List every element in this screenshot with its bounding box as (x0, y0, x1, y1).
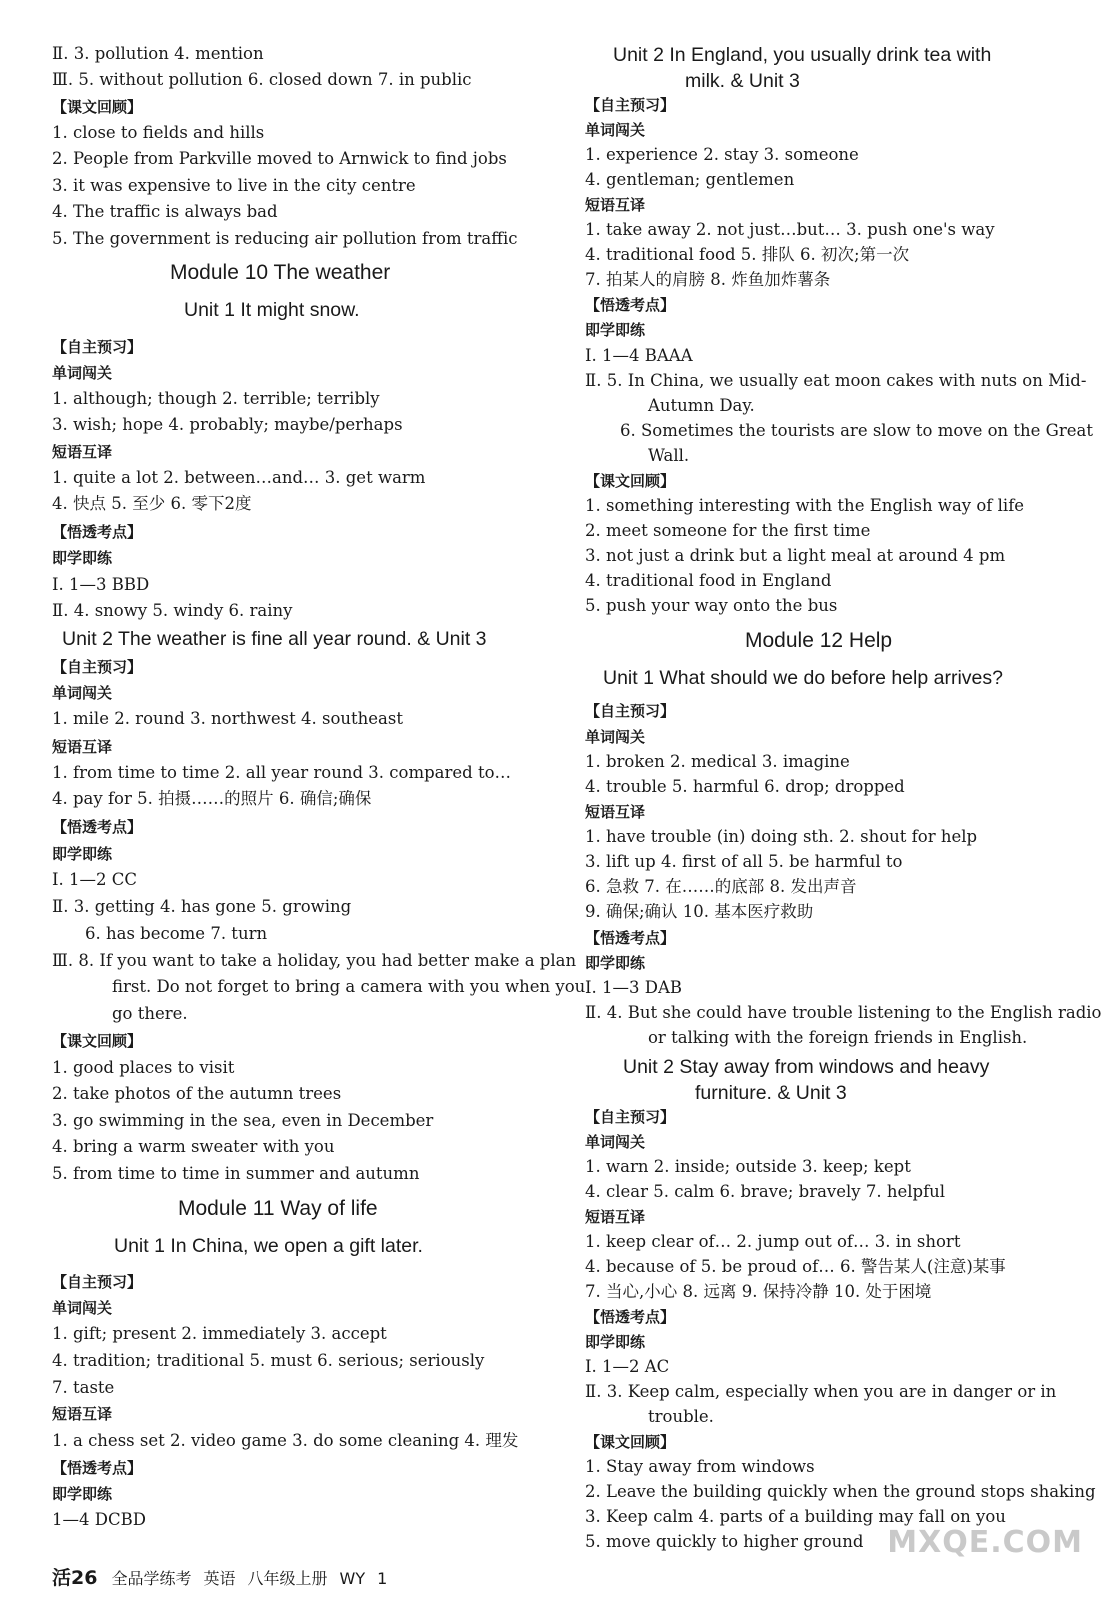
subsection-heading: 单词闯关 (52, 684, 113, 702)
section-heading: 【课文回顾】 (52, 1032, 143, 1050)
answer-line: Ⅰ. 1—4 BAAA (585, 346, 693, 365)
subsection-heading: 短语互译 (52, 738, 113, 756)
module-title: Module 10 The weather (170, 261, 391, 284)
answer-line: 5. push your way onto the bus (585, 596, 838, 615)
unit-title-cont: furniture. & Unit 3 (695, 1082, 847, 1104)
answer-line: go there. (112, 1004, 188, 1023)
answer-line: 9. 确保;确认 10. 基本医疗救助 (585, 902, 814, 921)
subsection-heading: 短语互译 (585, 803, 646, 821)
answer-line: 1. mile 2. round 3. northwest 4. southeast (52, 709, 403, 728)
answer-line: Ⅰ. 1—2 CC (52, 870, 137, 889)
answer-line: 4. bring a warm sweater with you (52, 1137, 335, 1156)
section-heading: 【自主预习】 (585, 702, 676, 720)
unit-title: Unit 1 In China, we open a gift later. (114, 1235, 423, 1257)
answer-line: 4. trouble 5. harmful 6. drop; dropped (585, 777, 905, 796)
answer-line: trouble. (648, 1407, 714, 1426)
answer-line: 1. quite a lot 2. between…and… 3. get warm (52, 468, 426, 487)
unit-title: Unit 2 Stay away from windows and heavy (623, 1056, 990, 1078)
subject-name: 英语 (203, 1569, 236, 1588)
answer-line: 1. experience 2. stay 3. someone (585, 145, 859, 164)
section-heading: 【自主预习】 (585, 1108, 676, 1126)
answer-line: 1. from time to time 2. all year round 3. compared to… (52, 763, 512, 782)
section-heading: 【悟透考点】 (585, 929, 676, 947)
answer-line: Ⅱ. 3. Keep calm, especially when you are in danger or in (585, 1382, 1057, 1401)
answer-line: 5. The government is reducing air pollution from traffic (52, 229, 518, 248)
answer-line: Ⅱ. 3. pollution 4. mention (52, 44, 264, 63)
answer-line: 1. take away 2. not just…but… 3. push one's way (585, 220, 995, 239)
answer-line: 1—4 DCBD (52, 1510, 146, 1529)
answer-line: 4. traditional food 5. 排队 6. 初次;第一次 (585, 245, 910, 264)
answer-line: 4. because of 5. be proud of… 6. 警告某人(注意)某事 (585, 1257, 1006, 1276)
answer-line: 1. although; though 2. terrible; terribly (52, 389, 380, 408)
answer-line: 4. traditional food in England (585, 571, 832, 590)
answer-line: 3. lift up 4. first of all 5. be harmful to (585, 852, 903, 871)
answer-line: 2. meet someone for the first time (585, 521, 871, 540)
subsection-heading: 即学即练 (585, 954, 646, 972)
subsection-heading: 单词闯关 (52, 1299, 113, 1317)
answer-line: 6. 急救 7. 在……的底部 8. 发出声音 (585, 877, 857, 896)
answer-line: 4. pay for 5. 拍摄……的照片 6. 确信;确保 (52, 789, 372, 808)
unit-title: Unit 2 In England, you usually drink tea with (613, 44, 992, 66)
subsection-heading: 单词闯关 (52, 364, 113, 382)
section-heading: 【悟透考点】 (52, 1459, 143, 1477)
answer-line: 2. take photos of the autumn trees (52, 1084, 342, 1103)
answer-line: 4. clear 5. calm 6. brave; bravely 7. helpful (585, 1182, 946, 1201)
answer-line: 2. Leave the building quickly when the ground stops shaking (585, 1482, 1096, 1501)
subsection-heading: 即学即练 (585, 321, 646, 339)
answer-line: Ⅰ. 1—3 DAB (585, 978, 683, 997)
section-heading: 【悟透考点】 (585, 1308, 676, 1326)
subsection-heading: 即学即练 (52, 1485, 113, 1503)
section-heading: 【课文回顾】 (52, 98, 143, 116)
answer-line: 3. go swimming in the sea, even in December (52, 1111, 434, 1130)
answer-line: 3. wish; hope 4. probably; maybe/perhaps (52, 415, 403, 434)
answer-line: Ⅰ. 1—3 BBD (52, 575, 150, 594)
unit-title: Unit 1 It might snow. (184, 299, 360, 321)
answer-line: Ⅱ. 4. But she could have trouble listening to the English radio (585, 1003, 1101, 1022)
section-heading: 【悟透考点】 (52, 523, 143, 541)
subsection-heading: 即学即练 (585, 1333, 646, 1351)
answer-line: 6. has become 7. turn (85, 924, 268, 943)
volume-number: 1 (377, 1569, 388, 1588)
answer-line: Ⅱ. 5. In China, we usually eat moon cakes with nuts on Mid- (585, 371, 1087, 390)
subsection-heading: 即学即练 (52, 845, 113, 863)
subsection-heading: 即学即练 (52, 549, 113, 567)
answer-line: or talking with the foreign friends in English. (648, 1028, 1028, 1047)
answer-line: Ⅰ. 1—2 AC (585, 1357, 670, 1376)
answer-line: Ⅲ. 5. without pollution 6. closed down 7. in public (52, 70, 472, 89)
unit-title: Unit 1 What should we do before help arrives? (603, 667, 1003, 689)
module-title: Module 11 Way of life (178, 1197, 378, 1220)
answer-line: 4. gentleman; gentlemen (585, 170, 795, 189)
answer-line: 6. Sometimes the tourists are slow to move on the Great (620, 421, 1093, 440)
answer-line: 1. warn 2. inside; outside 3. keep; kept (585, 1157, 911, 1176)
answer-line: first. Do not forget to bring a camera with you when you (112, 977, 586, 996)
page-footer (52, 1566, 399, 1591)
answer-line: 7. 当心,小心 8. 远离 9. 保持冷静 10. 处于困境 (585, 1282, 932, 1301)
answer-line: 7. 拍某人的肩膀 8. 炸鱼加炸薯条 (585, 270, 831, 289)
answer-line: Ⅱ. 3. getting 4. has gone 5. growing (52, 897, 352, 916)
section-heading: 【悟透考点】 (52, 818, 143, 836)
series-name: 全品学练考 (111, 1569, 192, 1588)
unit-title-cont: milk. & Unit 3 (685, 70, 800, 92)
answer-line: 1. have trouble (in) doing sth. 2. shout for help (585, 827, 978, 846)
page-number: 活26 (52, 1567, 98, 1589)
answer-line: 1. something interesting with the English way of life (585, 496, 1025, 515)
answer-line: 2. People from Parkville moved to Arnwick to find jobs (52, 149, 507, 168)
section-heading: 【自主预习】 (52, 1273, 143, 1291)
section-heading: 【课文回顾】 (585, 472, 676, 490)
subsection-heading: 短语互译 (52, 443, 113, 461)
answer-line: 3. not just a drink but a light meal at around 4 pm (585, 546, 1006, 565)
answer-line: 7. taste (52, 1378, 115, 1397)
answer-line: 1. Stay away from windows (585, 1457, 815, 1476)
section-heading: 【课文回顾】 (585, 1433, 676, 1451)
section-heading: 【自主预习】 (52, 658, 143, 676)
edition-code: WY (339, 1569, 366, 1588)
answer-line: 1. good places to visit (52, 1058, 235, 1077)
answer-line: 1. keep clear of… 2. jump out of… 3. in short (585, 1232, 961, 1251)
watermark: MXQE.COM (887, 1525, 1083, 1560)
answer-line: Ⅲ. 8. If you want to take a holiday, you had better make a plan (52, 951, 577, 970)
answer-line: 5. move quickly to higher ground (585, 1532, 864, 1551)
answer-line: 4. tradition; traditional 5. must 6. serious; seriously (52, 1351, 485, 1370)
subsection-heading: 短语互译 (52, 1405, 113, 1423)
subsection-heading: 短语互译 (585, 1208, 646, 1226)
subsection-heading: 单词闯关 (585, 1133, 646, 1151)
subsection-heading: 单词闯关 (585, 121, 646, 139)
answer-line: 1. gift; present 2. immediately 3. accept (52, 1324, 387, 1343)
answer-line: Ⅱ. 4. snowy 5. windy 6. rainy (52, 601, 293, 620)
answer-line: 5. from time to time in summer and autumn (52, 1164, 420, 1183)
subsection-heading: 短语互译 (585, 196, 646, 214)
module-title: Module 12 Help (745, 629, 893, 652)
unit-title: Unit 2 The weather is fine all year round. & Unit 3 (62, 628, 487, 650)
answer-line: 4. The traffic is always bad (52, 202, 278, 221)
answer-line: 4. 快点 5. 至少 6. 零下2度 (52, 494, 252, 513)
answer-line: 1. close to fields and hills (52, 123, 265, 142)
answer-line: Wall. (648, 446, 690, 465)
grade-name: 八年级上册 (247, 1569, 328, 1588)
answer-line: 3. it was expensive to live in the city centre (52, 176, 416, 195)
subsection-heading: 单词闯关 (585, 728, 646, 746)
answer-line: 1. a chess set 2. video game 3. do some cleaning 4. 理发 (52, 1431, 519, 1450)
section-heading: 【悟透考点】 (585, 296, 676, 314)
answer-line: 3. Keep calm 4. parts of a building may fall on you (585, 1507, 1006, 1526)
answer-line: Autumn Day. (648, 396, 755, 415)
section-heading: 【自主预习】 (52, 338, 143, 356)
answer-line: 1. broken 2. medical 3. imagine (585, 752, 850, 771)
section-heading: 【自主预习】 (585, 96, 676, 114)
